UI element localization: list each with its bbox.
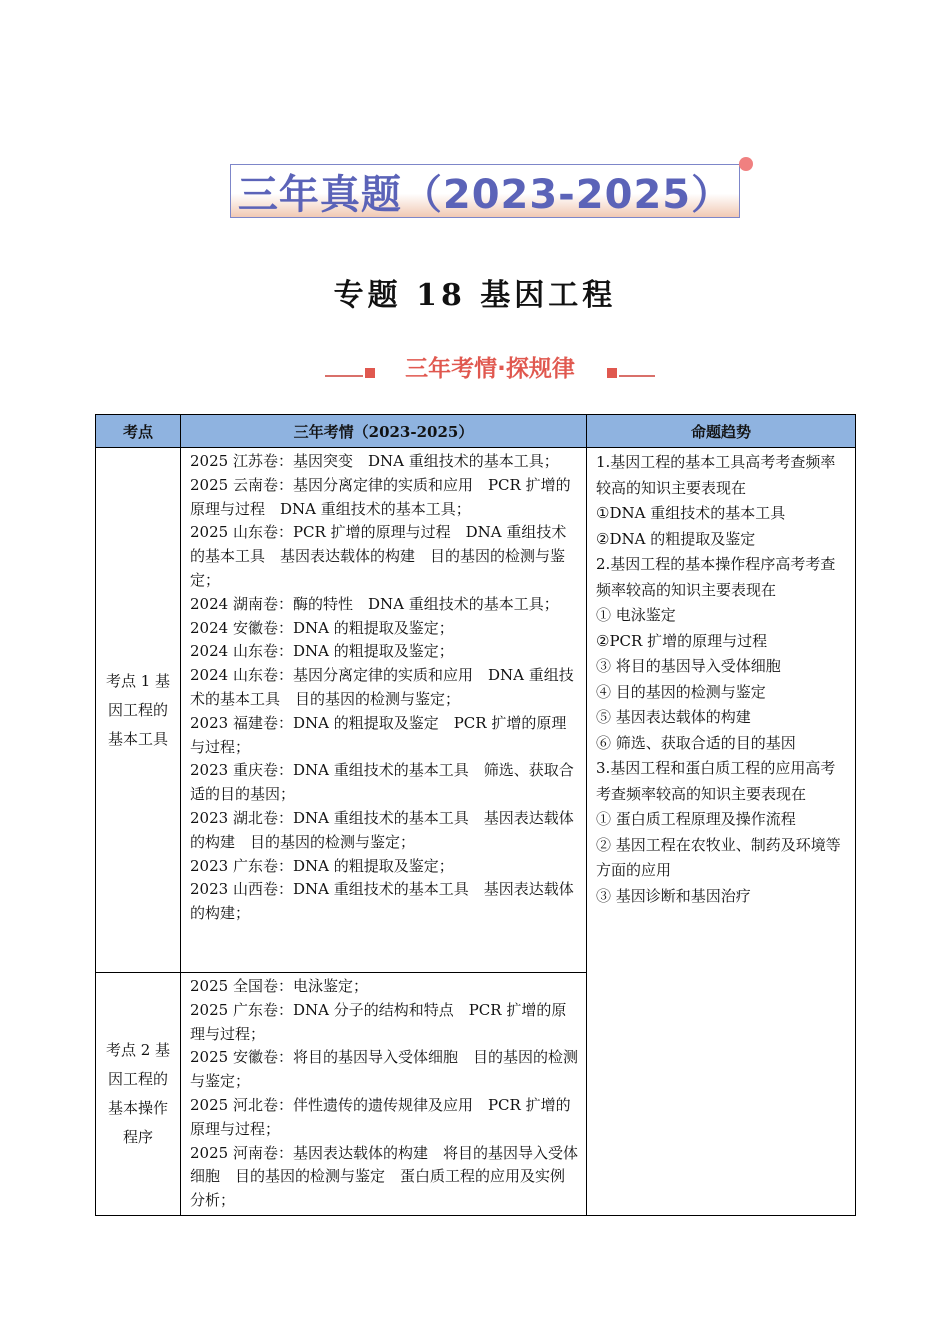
exam-entry: 2025 山东卷：PCR 扩增的原理与过程 DNA 重组技术的基本工具 基因表达载体的构建 目的基因的检测与鉴定； (190, 523, 567, 589)
exam-entry: 2024 湖南卷：酶的特性 DNA 重组技术的基本工具； (190, 594, 559, 613)
header-trend: 命题趋势 (587, 415, 856, 448)
header-topic: 考点 (96, 415, 181, 448)
exam-entry: 2024 山东卷：基因分离定律的实质和应用 DNA 重组技术的基本工具 目的基因的检测与鉴定； (190, 666, 574, 708)
exam-entry: 2023 重庆卷：DNA 重组技术的基本工具 筛选、获取合适的目的基因； (190, 761, 574, 804)
exam-entry: 2025 云南卷：基因分离定律的实质和应用 PCR 扩增的原理与过程 DNA 重组技术的基本工具； (190, 475, 571, 518)
topic-cell: 考点 2 基因工程的基本操作程序 (96, 973, 181, 1216)
exam-analysis-table (95, 414, 856, 1216)
subtitle-line-left (325, 375, 363, 377)
trend-line: ④ 目的基因的检测与鉴定 (596, 682, 766, 701)
subtitle-square-right-icon (607, 368, 617, 378)
subtitle-banner (325, 348, 655, 388)
exam-entry: 2025 河南卷：基因表达载体的构建 将目的基因导入受体细胞 目的基因的检测与鉴定 蛋白质工程的应用及实例分析； (190, 1143, 578, 1210)
exam-entry: 2025 河北卷：伴性遗传的遗传规律及应用 PCR 扩增的原理与过程； (190, 1095, 571, 1138)
trend-line: ① 电泳鉴定 (596, 606, 676, 624)
topic-cell: 考点 1 基因工程的基本工具 (96, 448, 181, 973)
exam-entry: 2024 安徽卷：DNA 的粗提取及鉴定； (190, 618, 454, 637)
trend-line: 1.基因工程的基本工具高考考查频率较高的知识主要表现在 (596, 453, 836, 497)
exam-entry: 2023 山西卷：DNA 重组技术的基本工具 基因表达载体的构建； (190, 880, 574, 923)
exam-entry: 2023 广东卷：DNA 的粗提取及鉴定； (190, 856, 454, 875)
subtitle-text: 三年考情·探规律 (405, 356, 575, 382)
trend-line: ⑤ 基因表达载体的构建 (596, 708, 751, 726)
trend-line: ③ 将目的基因导入受体细胞 (596, 657, 781, 675)
section-banner (230, 164, 740, 218)
subtitle-line-right (619, 375, 655, 377)
exams-cell (181, 448, 587, 973)
exam-entry: 2023 湖北卷：DNA 重组技术的基本工具 基因表达载体的构建 目的基因的检测与鉴定； (190, 808, 574, 851)
trend-cell (587, 448, 856, 1216)
banner-dot-decoration (739, 157, 753, 171)
exam-entry: 2025 全国卷：电泳鉴定； (190, 977, 368, 995)
table-row (96, 448, 856, 973)
exam-entry: 2023 福建卷：DNA 的粗提取及鉴定 PCR 扩增的原理与过程； (190, 713, 567, 756)
trend-line: ②PCR 扩增的原理与过程 (596, 631, 768, 650)
page-title: 专题 18 基因工程 (333, 278, 617, 313)
exam-entry: 2025 江苏卷：基因突变 DNA 重组技术的基本工具； (190, 452, 559, 470)
trend-line: ③ 基因诊断和基因治疗 (596, 886, 751, 905)
table-header-row (96, 415, 856, 448)
trend-line: ②DNA 的粗提取及鉴定 (596, 529, 756, 548)
trend-line: ② 基因工程在农牧业、制药及环境等方面的应用 (596, 835, 841, 879)
trend-line: ① 蛋白质工程原理及操作流程 (596, 810, 796, 828)
trend-line: 2.基因工程的基本操作程序高考考查频率较高的知识主要表现在 (596, 555, 836, 599)
trend-line: ⑥ 筛选、获取合适的目的基因 (596, 733, 796, 752)
subtitle-square-left-icon (365, 368, 375, 378)
exams-cell (181, 973, 587, 1216)
banner-text: 三年真题（2023-2025） (237, 171, 733, 218)
exam-entry: 2024 山东卷：DNA 的粗提取及鉴定； (190, 642, 454, 661)
trend-line: 3.基因工程和蛋白质工程的应用高考考查频率较高的知识主要表现在 (596, 759, 836, 803)
exam-entry: 2025 广东卷：DNA 分子的结构和特点 PCR 扩增的原理与过程； (190, 1000, 567, 1043)
header-exams: 三年考情（2023-2025） (181, 415, 587, 448)
exam-entry: 2025 安徽卷：将目的基因导入受体细胞 目的基因的检测与鉴定； (190, 1048, 578, 1091)
trend-line: ①DNA 重组技术的基本工具 (596, 504, 786, 522)
